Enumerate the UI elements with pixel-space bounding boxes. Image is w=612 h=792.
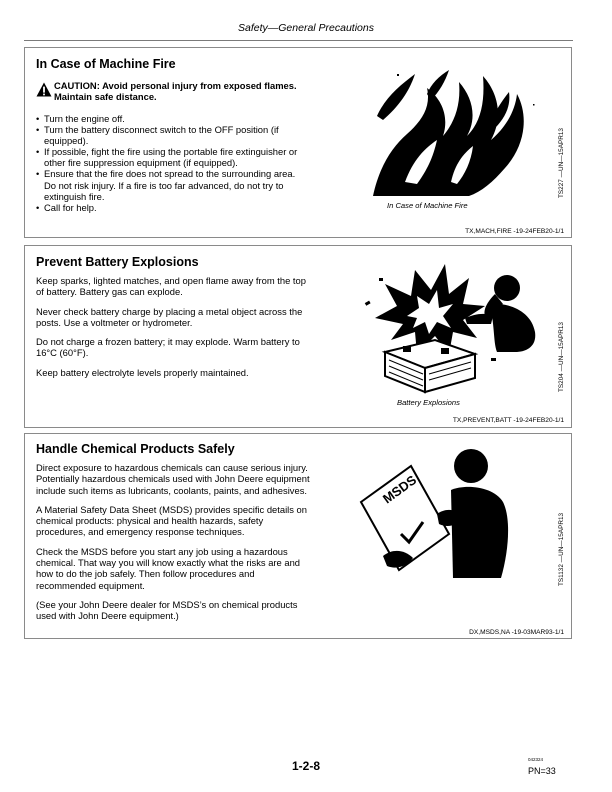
page-number: 1-2-8: [291, 759, 320, 773]
warning-triangle-icon: [36, 82, 52, 97]
fire-steps-list: [36, 113, 308, 213]
paragraph: Never check battery charge by placing a metal object across the posts. Use a voltmeter or hydrometer.: [36, 305, 303, 328]
section-title: Prevent Battery Explosions: [36, 255, 199, 269]
image-code: TS204 —UN—15APR13: [558, 322, 565, 392]
msds-illustration: [353, 438, 533, 588]
section-body: [36, 275, 311, 386]
paragraph: Keep sparks, lighted matches, and open flame away from the top of battery. Battery gas can explode.: [36, 275, 306, 298]
image-code: TS227 —UN—15APR13: [558, 128, 565, 198]
caution-text: CAUTION: Avoid personal injury from exposed flames. Maintain safe distance.: [54, 80, 297, 103]
paragraph: Check the MSDS before you start any job using a hazardous chemical. That way you will know exactly what the risks are and how to do the job safely. Then follow procedures and recommended equipment.: [36, 545, 301, 591]
paragraph: Do not charge a frozen battery; it may explode. Warm battery to 16°C (60°F).: [36, 336, 300, 359]
section-title: In Case of Machine Fire: [36, 57, 176, 71]
reference-code: DX,MSDS,NA -19-03MAR93-1/1: [469, 629, 564, 636]
list-item: • Call for help.: [36, 202, 308, 213]
battery-explosion-section: [24, 245, 572, 428]
machine-fire-section: [24, 47, 572, 238]
battery-explosion-illustration: [345, 258, 545, 398]
paragraph: A Material Safety Data Sheet (MSDS) provides specific details on chemical products: physical and health hazards, safety procedures, and emergency response techniques.: [36, 503, 307, 538]
page-header-title: Safety—General Precautions: [238, 22, 374, 34]
paragraph: Keep battery electrolyte levels properly maintained.: [36, 366, 249, 378]
list-item: • Ensure that the fire does not spread to the surrounding area. Do not risk injury. If a fire is too far advanced, do not try to extinguish fire.: [36, 168, 308, 201]
image-caption: Battery Explosions: [397, 398, 460, 407]
machine-fire-illustration: [369, 64, 539, 202]
list-item: • Turn the battery disconnect switch to the OFF position (if equipped).: [36, 124, 308, 146]
caution-notice: [36, 80, 306, 103]
header-divider: [24, 40, 573, 41]
image-caption: In Case of Machine Fire: [387, 201, 468, 210]
print-code: 042324: [528, 757, 544, 762]
reference-code: TX,MACH,FIRE -19-24FEB20-1/1: [465, 228, 564, 235]
section-body: [36, 462, 311, 630]
list-item: • If possible, fight the fire using the portable fire extinguisher or other fire suppression equipment (if equipped).: [36, 146, 308, 168]
section-title: Handle Chemical Products Safely: [36, 442, 235, 456]
paragraph: Direct exposure to hazardous chemicals can cause serious injury. Potentially hazardous chemicals used with John Deere equipment include such items as lubricants, coolants, paints, and adhesives.: [36, 462, 310, 496]
image-code: TS1132 —UN—15APR13: [558, 512, 565, 586]
chemical-products-section: [24, 433, 572, 639]
paragraph: (See your John Deere dealer for MSDS’s on chemical products used with John Deere equipment.): [36, 598, 298, 622]
list-item: • Turn the engine off.: [36, 113, 308, 124]
pn-code: PN=33: [528, 766, 556, 776]
msds-sheet-label: MSDS: [379, 472, 420, 507]
reference-code: TX,PREVENT,BATT -19-24FEB20-1/1: [452, 417, 564, 424]
